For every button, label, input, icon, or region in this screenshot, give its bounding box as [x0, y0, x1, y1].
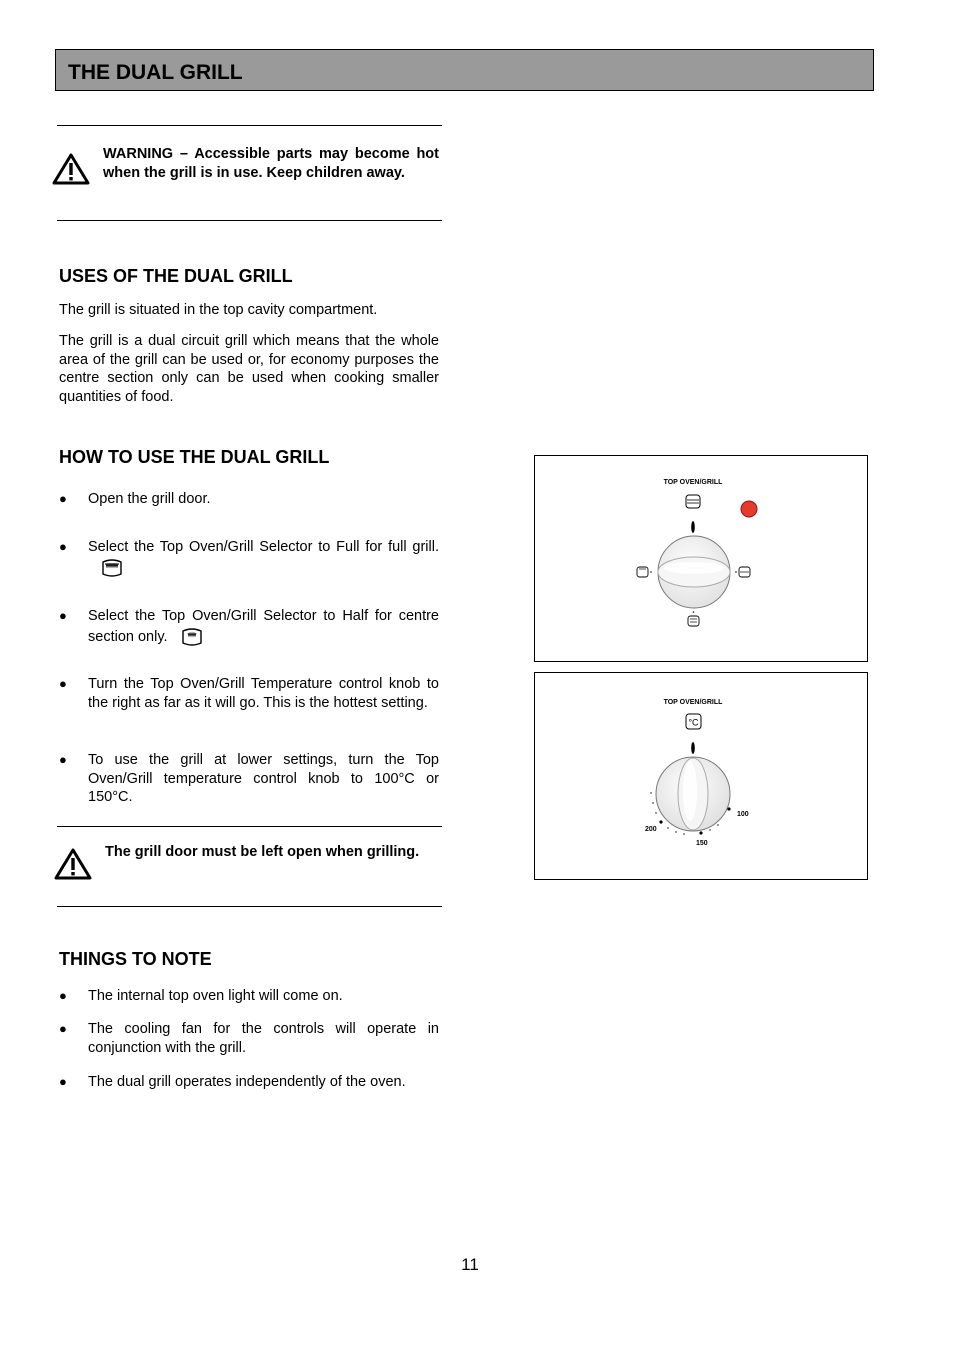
full-grill-icon	[100, 557, 124, 579]
pointer-mark	[691, 521, 695, 533]
page-title: THE DUAL GRILL	[68, 61, 243, 84]
full-grill-position-icon	[637, 567, 652, 577]
divider	[57, 826, 442, 827]
list-item: ● Turn the Top Oven/Grill Temperature control knob to the right as far as it will go. This is the hottest setting.	[59, 676, 439, 711]
uses-heading: USES OF THE DUAL GRILL	[59, 266, 293, 286]
page-number: 11	[461, 1255, 479, 1274]
temperature-knob-panel	[534, 672, 868, 880]
selector-label: TOP OVEN/GRILL	[663, 479, 723, 486]
divider	[57, 125, 442, 126]
list-item: ● The cooling fan for the controls will operate in conjunction with the grill.	[59, 1021, 439, 1056]
half-grill-position-icon	[688, 611, 699, 626]
warning-text: WARNING – Accessible parts may become hot when the grill is in use. Keep children away.	[103, 146, 439, 181]
warning-triangle-icon	[52, 152, 90, 186]
list-item: ● The internal top oven light will come on.	[59, 988, 343, 1004]
svg-text:°C: °C	[688, 717, 699, 728]
uses-paragraph-2: The grill is a dual circuit grill which means that the whole area of the grill can be used or, for economy purposes the centre section only can be used when cooking smaller quantities of food.	[59, 333, 439, 405]
list-item: ● To use the grill at lower settings, turn the Top Oven/Grill temperature control knob to 100°C or 150°C.	[59, 752, 439, 805]
divider	[57, 906, 442, 907]
uses-paragraph-1: The grill is situated in the top cavity compartment.	[59, 302, 378, 318]
selector-knob[interactable]	[658, 536, 730, 608]
notes-heading: THINGS TO NOTE	[59, 949, 212, 969]
mark-150: 150	[696, 840, 708, 847]
mark-200: 200	[645, 826, 657, 833]
indicator-light	[741, 501, 757, 517]
temperature-knob[interactable]	[656, 757, 730, 831]
list-item: ● Select the Top Oven/Grill Selector to Half for centre section only.	[59, 607, 439, 648]
warning-triangle-icon	[54, 847, 92, 881]
warning-text: The grill door must be left open when grilling.	[105, 844, 420, 860]
fan-oven-position-icon	[735, 567, 750, 577]
thermometer-icon	[686, 714, 701, 729]
oven-top-icon	[686, 495, 700, 508]
temperature-label: TOP OVEN/GRILL	[663, 699, 723, 706]
list-item: ● The dual grill operates independently of the oven.	[59, 1074, 406, 1090]
divider	[57, 220, 442, 221]
mark-100: 100	[737, 811, 749, 818]
selector-knob-panel	[534, 455, 868, 662]
selector-knob-illustration	[535, 456, 867, 661]
list-item: ● Open the grill door.	[59, 491, 211, 507]
pointer-mark	[691, 742, 695, 754]
title-bar	[55, 49, 874, 91]
temperature-knob-illustration	[535, 673, 867, 879]
list-item: ● Select the Top Oven/Grill Selector to Full for full grill.	[59, 538, 439, 579]
how-to-heading: HOW TO USE THE DUAL GRILL	[59, 447, 330, 467]
half-grill-icon	[180, 626, 204, 648]
